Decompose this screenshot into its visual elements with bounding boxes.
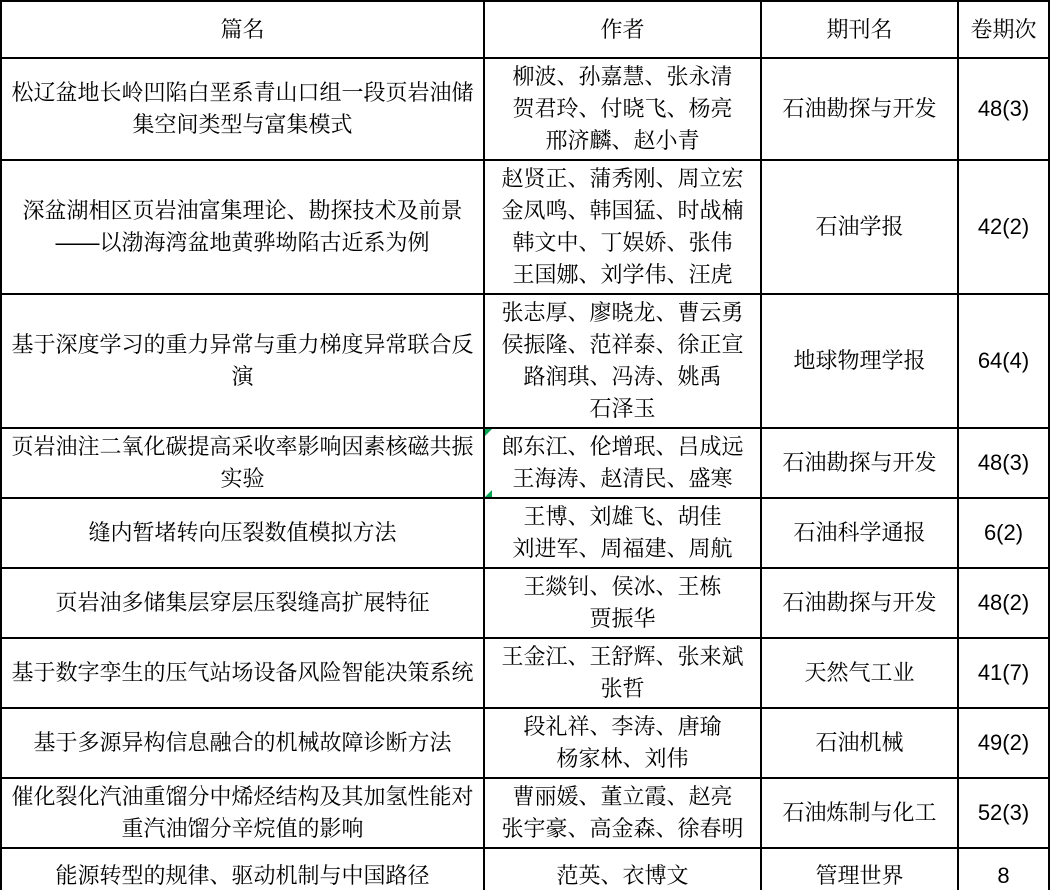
article-title: 基于数字孪生的压气站场设备风险智能决策系统 bbox=[11, 660, 474, 685]
article-row bbox=[1, 708, 1049, 778]
authors-cell[interactable] bbox=[484, 778, 761, 848]
volume-cell[interactable] bbox=[958, 160, 1049, 294]
journal-name: 石油机械 bbox=[815, 730, 904, 755]
volume-cell[interactable] bbox=[958, 294, 1049, 428]
authors-list bbox=[493, 61, 752, 157]
journal-name: 石油勘探与开发 bbox=[782, 96, 937, 121]
article-title: 松辽盆地长岭凹陷白垩系青山口组一段页岩油储集空间类型与富集模式 bbox=[11, 80, 474, 137]
col-header-journal[interactable]: 期刊名 bbox=[761, 1, 958, 58]
journal-cell[interactable] bbox=[761, 160, 958, 294]
author-line: 张哲 bbox=[600, 676, 645, 701]
authors-list bbox=[493, 431, 752, 495]
author-line: 张宇豪、高金森、徐春明 bbox=[501, 816, 744, 841]
article-title: 页岩油注二氧化碳提高采收率影响因素核磁共振实验 bbox=[11, 434, 474, 491]
author-line: 王燚钊、侯冰、王栋 bbox=[523, 574, 722, 599]
volume-issue: 52(3) bbox=[977, 800, 1030, 825]
article-title: 催化裂化汽油重馏分中烯烃结构及其加氢性能对重汽油馏分辛烷值的影响 bbox=[11, 784, 474, 841]
author-line: 金凤鸣、韩国猛、时战楠 bbox=[501, 198, 744, 223]
author-line: 王金江、王舒辉、张来斌 bbox=[501, 644, 744, 669]
author-line: 贺君玲、付晓飞、杨亮 bbox=[512, 96, 733, 121]
journal-name: 地球物理学报 bbox=[793, 348, 926, 373]
authors-cell[interactable] bbox=[484, 638, 761, 708]
journal-cell[interactable] bbox=[761, 708, 958, 778]
article-title: 深盆湖相区页岩油富集理论、勘探技术及前景——以渤海湾盆地黄骅坳陷古近系为例 bbox=[22, 198, 463, 255]
volume-issue: 41(7) bbox=[977, 660, 1030, 685]
author-line: 段礼祥、李涛、唐瑜 bbox=[523, 714, 722, 739]
title-cell[interactable] bbox=[1, 294, 484, 428]
authors-cell[interactable] bbox=[484, 708, 761, 778]
authors-list bbox=[493, 501, 752, 565]
author-line: 邢济麟、赵小青 bbox=[545, 128, 700, 153]
volume-issue: 48(3) bbox=[977, 450, 1030, 475]
journal-cell[interactable] bbox=[761, 294, 958, 428]
volume-issue: 49(2) bbox=[977, 730, 1030, 755]
article-row bbox=[1, 638, 1049, 708]
author-line: 张志厚、廖晓龙、曹云勇 bbox=[501, 300, 744, 325]
authors-cell[interactable] bbox=[484, 428, 761, 498]
authors-cell[interactable] bbox=[484, 294, 761, 428]
article-title: 缝内暂堵转向压裂数值模拟方法 bbox=[88, 520, 397, 545]
author-line: 王国娜、刘学伟、汪虎 bbox=[512, 262, 733, 287]
title-cell[interactable] bbox=[1, 638, 484, 708]
journal-cell[interactable] bbox=[761, 848, 958, 890]
article-title: 能源转型的规律、驱动机制与中国路径 bbox=[55, 862, 430, 888]
authors-list bbox=[493, 860, 752, 890]
author-line: 赵贤正、蒲秀刚、周立宏 bbox=[501, 166, 744, 191]
col-header-volume[interactable]: 卷期次 bbox=[958, 1, 1049, 58]
author-line: 王博、刘雄飞、胡佳 bbox=[523, 504, 722, 529]
title-cell[interactable] bbox=[1, 708, 484, 778]
authors-cell[interactable] bbox=[484, 498, 761, 568]
author-line: 曹丽媛、董立霞、赵亮 bbox=[512, 784, 733, 809]
author-line: 杨家林、刘伟 bbox=[556, 746, 689, 771]
volume-cell[interactable] bbox=[958, 498, 1049, 568]
author-line: 侯振隆、范祥泰、徐正宣 bbox=[501, 332, 744, 357]
article-row bbox=[1, 498, 1049, 568]
article-row bbox=[1, 568, 1049, 638]
error-indicator-icon bbox=[485, 429, 492, 436]
volume-issue: 48(2) bbox=[977, 590, 1030, 615]
volume-cell[interactable] bbox=[958, 778, 1049, 848]
author-line: 王海涛、赵清民、盛寒 bbox=[512, 466, 733, 491]
article-row bbox=[1, 428, 1049, 498]
author-line: 柳波、孙嘉慧、张永清 bbox=[512, 64, 733, 89]
journal-cell[interactable] bbox=[761, 778, 958, 848]
authors-cell[interactable] bbox=[484, 58, 761, 160]
volume-cell[interactable] bbox=[958, 568, 1049, 638]
journal-name: 管理世界 bbox=[815, 862, 904, 888]
authors-list bbox=[493, 711, 752, 775]
volume-cell[interactable] bbox=[958, 58, 1049, 160]
title-cell[interactable] bbox=[1, 778, 484, 848]
journal-cell[interactable] bbox=[761, 568, 958, 638]
col-header-authors[interactable]: 作者 bbox=[484, 1, 761, 58]
author-line: 韩文中、丁娱娇、张伟 bbox=[512, 230, 733, 255]
article-title: 页岩油多储集层穿层压裂缝高扩展特征 bbox=[55, 590, 430, 615]
article-row bbox=[1, 294, 1049, 428]
journal-name: 石油炼制与化工 bbox=[782, 800, 937, 825]
authors-cell[interactable] bbox=[484, 160, 761, 294]
authors-list bbox=[493, 163, 752, 291]
article-row bbox=[1, 58, 1049, 160]
volume-cell[interactable] bbox=[958, 708, 1049, 778]
volume-cell[interactable] bbox=[958, 848, 1049, 890]
authors-cell[interactable] bbox=[484, 568, 761, 638]
author-line: 范英、衣博文 bbox=[556, 862, 689, 888]
journal-name: 石油勘探与开发 bbox=[782, 450, 937, 475]
volume-issue: 64(4) bbox=[977, 348, 1030, 373]
title-cell[interactable] bbox=[1, 160, 484, 294]
article-row bbox=[1, 848, 1049, 890]
article-row bbox=[1, 160, 1049, 294]
journal-cell[interactable] bbox=[761, 498, 958, 568]
error-indicator-icon bbox=[485, 490, 492, 497]
title-cell[interactable] bbox=[1, 58, 484, 160]
journal-name: 石油勘探与开发 bbox=[782, 590, 937, 615]
col-header-title[interactable]: 篇名 bbox=[1, 1, 484, 58]
journal-name: 石油学报 bbox=[815, 214, 904, 239]
authors-list bbox=[493, 641, 752, 705]
article-title: 基于深度学习的重力异常与重力梯度异常联合反演 bbox=[11, 332, 474, 389]
author-line: 贾振华 bbox=[589, 606, 656, 631]
journal-cell[interactable] bbox=[761, 428, 958, 498]
table-body bbox=[1, 58, 1049, 890]
volume-issue: 48(3) bbox=[977, 96, 1030, 121]
authors-list bbox=[493, 571, 752, 635]
journal-cell[interactable] bbox=[761, 638, 958, 708]
volume-issue: 6(2) bbox=[983, 520, 1024, 545]
author-line: 路润琪、冯涛、姚禹 bbox=[523, 364, 722, 389]
volume-issue: 42(2) bbox=[977, 214, 1030, 239]
author-line: 刘进军、周福建、周航 bbox=[512, 536, 733, 561]
article-title: 基于多源异构信息融合的机械故障诊断方法 bbox=[33, 730, 452, 755]
title-cell[interactable] bbox=[1, 498, 484, 568]
article-row bbox=[1, 778, 1049, 848]
journal-name: 天然气工业 bbox=[804, 660, 915, 685]
author-line: 郎东江、伦增珉、吕成远 bbox=[501, 434, 744, 459]
author-line: 石泽玉 bbox=[589, 396, 656, 421]
volume-cell[interactable] bbox=[958, 428, 1049, 498]
volume-cell[interactable] bbox=[958, 638, 1049, 708]
journal-name: 石油科学通报 bbox=[793, 520, 926, 545]
header-row bbox=[1, 1, 1049, 58]
authors-cell[interactable] bbox=[484, 848, 761, 890]
title-cell[interactable] bbox=[1, 848, 484, 890]
journal-cell[interactable] bbox=[761, 58, 958, 160]
authors-list bbox=[493, 297, 752, 425]
volume-issue: 8 bbox=[997, 862, 1010, 888]
title-cell[interactable] bbox=[1, 568, 484, 638]
authors-list bbox=[493, 781, 752, 845]
title-cell[interactable] bbox=[1, 428, 484, 498]
